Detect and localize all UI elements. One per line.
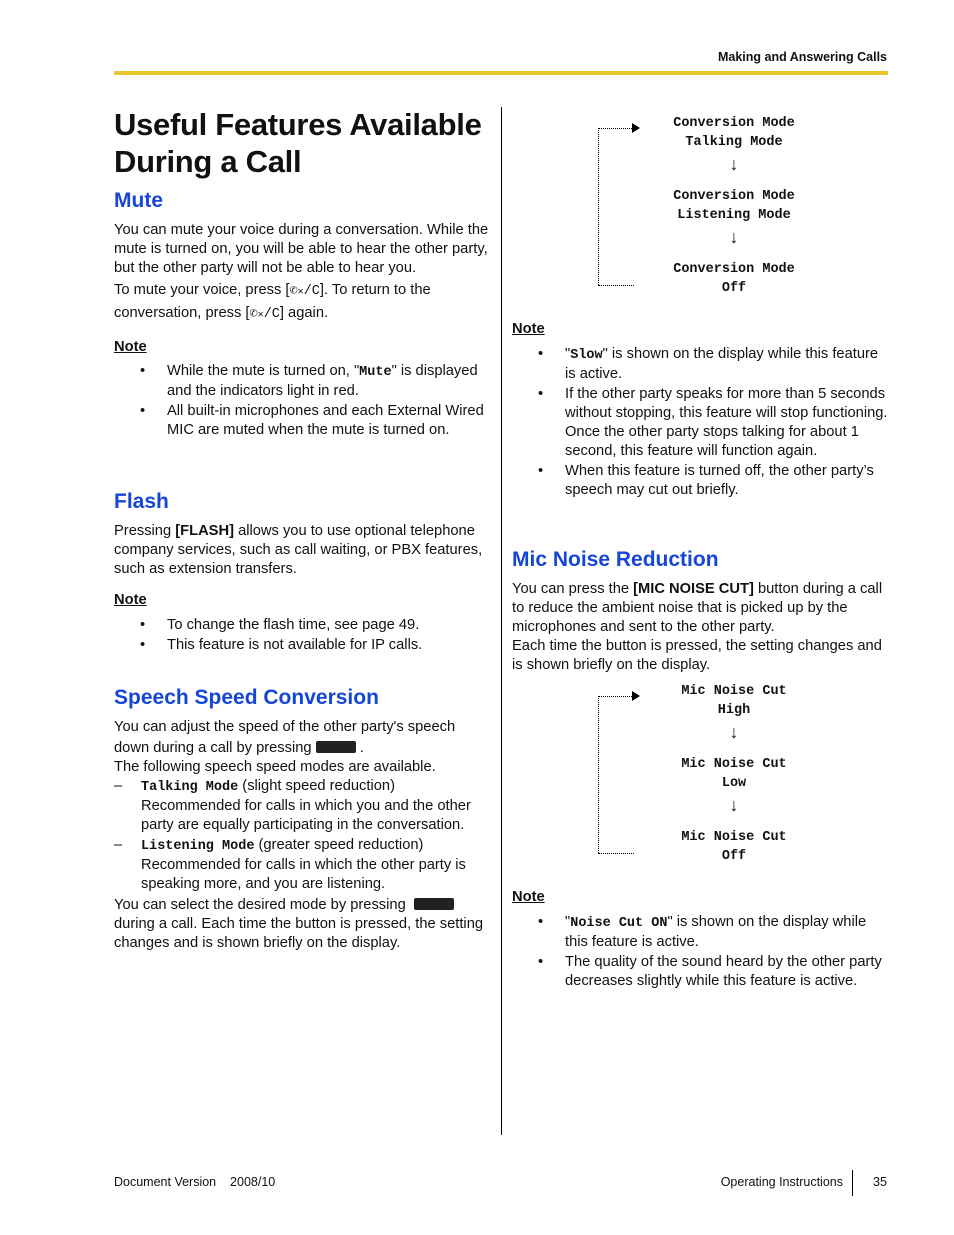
diagram-loop-bottom [598,285,634,286]
speech-para-1a: You can adjust the speed of the other party's speech [114,719,456,735]
mic-note-label: Note [512,889,545,905]
page-title-line2: During a Call [114,144,302,179]
phone-mute-icon: ✆✕ [289,284,304,299]
list-item: • While the mute is turned on, "Mute" is displayed and the indicators light in red. [114,362,494,401]
mode-item-listening: – Listening Mode (greater speed reduction) Recommended for calls in which the other party is speaking more, and you are listening. [114,837,466,892]
diagram-loop-side [598,128,599,285]
speech-para-3b: during a call. Each time the button is pressed, the setting changes and is shown briefly on the display. [114,916,484,951]
header-rule [114,71,888,75]
running-header: Making and Answering Calls [717,50,887,64]
column-divider [501,107,502,1135]
page-title [114,106,499,180]
mic-note-list [512,913,890,992]
down-arrow-icon: ↓ [729,722,739,742]
speech-para-1b: down during a call by pressing . [114,740,364,756]
list-item: • This feature is not available for IP calls. [114,636,494,655]
footer-divider [852,1170,853,1196]
list-item: • When this feature is turned off, the other party’s speech may cut out briefly. [512,462,890,500]
page-title-line1: Useful Features Available [114,107,482,142]
mode-item-talking: – Talking Mode (slight speed reduction) Recommended for calls in which you and the other party are equally participating in the conversation. [114,778,471,833]
list-item: • "Noise Cut ON" is shown on the display while this feature is active. [512,913,890,952]
footer-doc-version: Document Version 2008/10 [114,1175,276,1189]
diagram-loop-top [598,696,632,697]
speech-speed-key-icon [316,741,356,753]
list-item: • To change the flash time, see page 49. [114,616,494,635]
mic-paragraph-2: Each time the button is pressed, the setting changes and is shown briefly on the display. [512,638,882,673]
speech-heading: Speech Speed Conversion [114,686,379,709]
list-item: • If the other party speaks for more than 5 seconds without stopping, this feature will stop functioning. Once the other party stops talking for about 1 second, this feature will function again. [512,385,890,461]
list-item: • All built-in microphones and each External Wired MIC are muted when the mute is turned on. [114,402,494,440]
down-arrow-icon: ↓ [729,154,739,174]
mute-paragraph: You can mute your voice during a conversation. While the mute is turned on, you will be able to hear the other party, but the other party will not be able to hear you. [114,222,489,276]
flash-note-list [114,616,494,656]
mute-instruction-2: conversation, press [✆✕/C] again. [114,305,329,322]
diagram-loop-side [598,696,599,853]
diagram-loop-top [598,128,632,129]
conversion-note-list [512,345,890,501]
down-arrow-icon: ↓ [729,795,739,815]
mic-noise-diagram: Mic Noise Cut High ↓ Mic Noise Cut Low ↓ Mic Noise Cut Off [634,682,834,866]
conversion-mode-diagram: Conversion Mode Talking Mode ↓ Conversion Mode Listening Mode ↓ Conversion Mode Off [634,114,834,298]
speech-body [114,718,498,953]
speech-speed-key-icon [414,898,454,910]
conversion-note-label: Note [512,321,545,337]
mute-note-list [114,362,494,441]
mic-heading: Mic Noise Reduction [512,548,719,571]
mic-paragraph-1: You can press the [MIC NOISE CUT] button during a call to reduce the ambient noise that is picked up by the microphones and sent to the other party. [512,581,883,635]
page-number: 35 [873,1175,887,1189]
mute-instruction-1: To mute your voice, press [✆✕/C]. To return to the [114,282,431,299]
mute-note-label: Note [114,339,147,355]
diagram-loop-bottom [598,853,634,854]
speech-para-3a: You can select the desired mode by pressing [114,896,498,915]
down-arrow-icon: ↓ [729,227,739,247]
speech-para-2: The following speech speed modes are available. [114,759,436,775]
footer-manual-title: Operating Instructions [720,1175,843,1189]
mute-heading: Mute [114,189,163,212]
flash-heading: Flash [114,490,169,513]
phone-mute-icon: ✆✕ [249,307,264,322]
list-item: • The quality of the sound heard by the other party decreases slightly while this feature is active. [512,953,890,991]
flash-note-label: Note [114,592,147,608]
flash-paragraph: Pressing [FLASH] allows you to use optional telephone company services, such as call waiting, or PBX features, such as extension transfers. [114,523,483,577]
list-item: • "Slow" is shown on the display while this feature is active. [512,345,890,384]
